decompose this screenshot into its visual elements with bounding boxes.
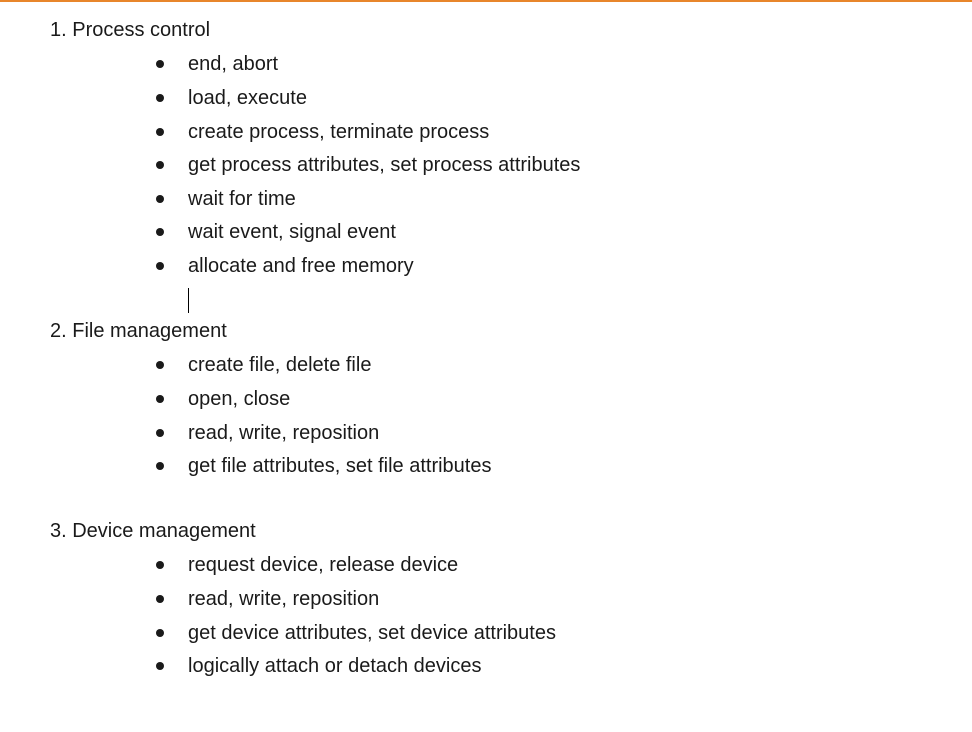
list-item-text: allocate and free memory (188, 255, 414, 277)
text-cursor (188, 288, 189, 313)
bullet-icon (156, 94, 164, 102)
bullet-icon (156, 629, 164, 637)
list-item-text: wait for time (188, 188, 296, 210)
bullet-icon (156, 361, 164, 369)
bullet-icon (156, 561, 164, 569)
list-item-text: create file, delete file (188, 354, 372, 376)
bullet-icon (156, 595, 164, 603)
list-item-text: get process attributes, set process attributes (188, 154, 581, 176)
section-heading-process-control: 1. Process control (50, 19, 211, 41)
bullet-icon (156, 395, 164, 403)
bullet-icon (156, 262, 164, 270)
bullet-icon (156, 60, 164, 68)
list-item-text: logically attach or detach devices (188, 655, 482, 677)
list-item-text: get file attributes, set file attributes (188, 455, 492, 477)
bullet-icon (156, 662, 164, 670)
section-heading-file-management: 2. File management (50, 320, 227, 342)
list-item-text: request device, release device (188, 554, 459, 576)
section-heading-device-management: 3. Device management (50, 520, 256, 542)
bullet-icon (156, 429, 164, 437)
bullet-icon (156, 128, 164, 136)
list-item-text: end, abort (188, 53, 279, 75)
bullet-icon (156, 228, 164, 236)
list-item-text: create process, terminate process (188, 121, 490, 143)
list-item-text: get device attributes, set device attributes (188, 622, 556, 644)
list-item-text: read, write, reposition (188, 588, 380, 610)
bullet-icon (156, 161, 164, 169)
list-item-text: read, write, reposition (188, 422, 380, 444)
bullet-icon (156, 195, 164, 203)
list-item-text: wait event, signal event (188, 221, 396, 243)
bullet-icon (156, 462, 164, 470)
list-item-text: load, execute (188, 87, 307, 109)
list-item-text: open, close (188, 388, 291, 410)
